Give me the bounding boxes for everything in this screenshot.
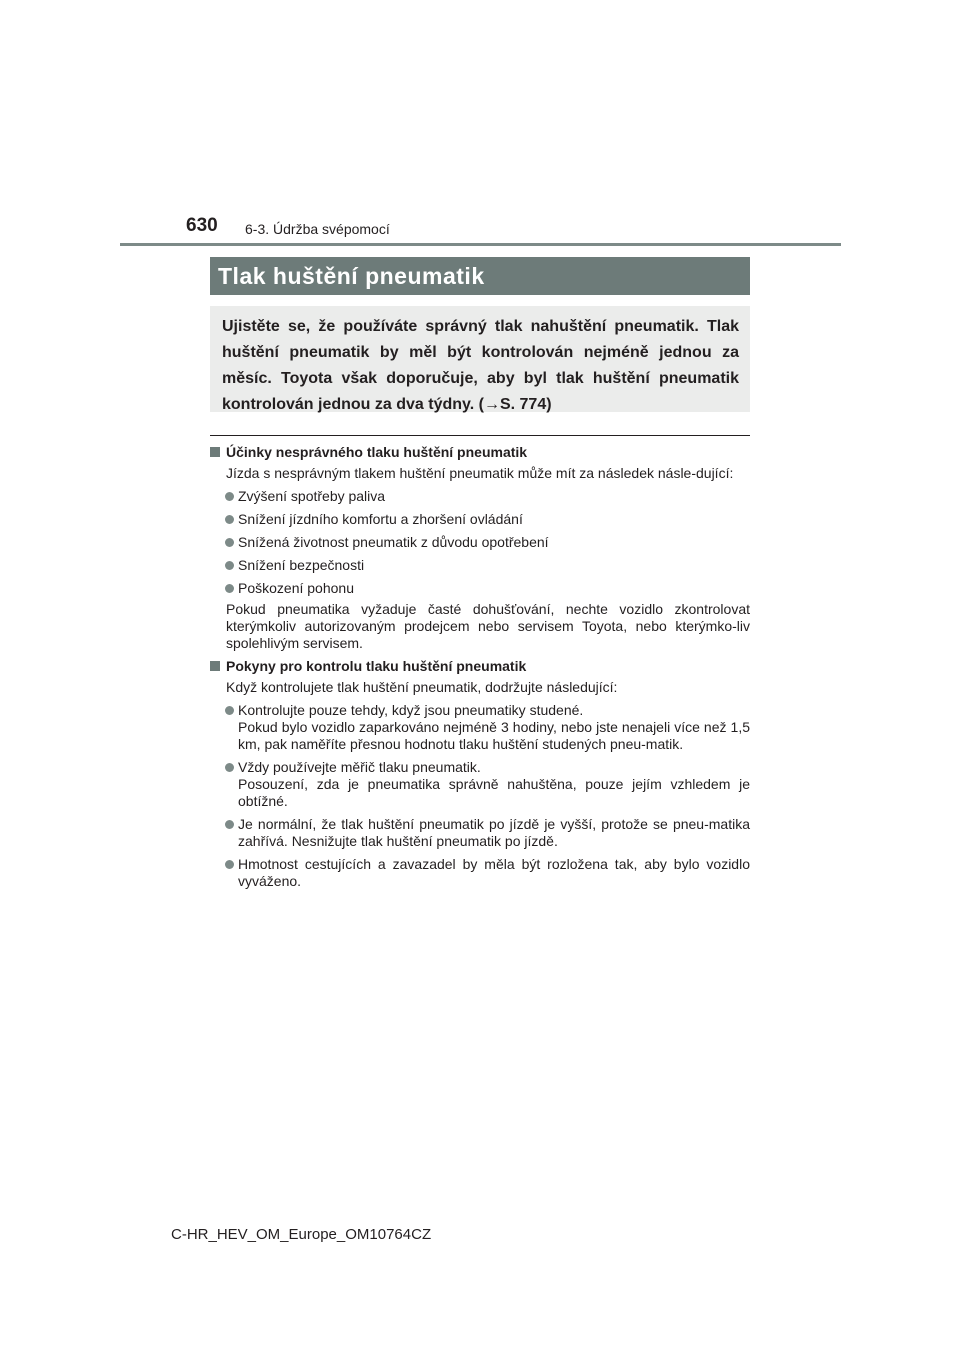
- round-bullet-icon: [225, 538, 234, 547]
- round-bullet-icon: [225, 706, 234, 715]
- list-item-detail: Posouzení, zda je pneumatika správně nahuštěna, pouze jejím vzhledem je obtížné.: [238, 776, 750, 809]
- round-bullet-icon: [225, 561, 234, 570]
- list-item: [210, 557, 750, 574]
- intro-box: [210, 306, 750, 412]
- section-heading-instructions: [210, 658, 750, 675]
- document-id-footer: C-HR_HEV_OM_Europe_OM10764CZ: [171, 1226, 432, 1243]
- list-item-text: Je normální, že tlak huštění pneumatik po jízdě je vyšší, protože se pneu-matika zahřívá. Nesnižujte tlak huštění pneumatik po jízdě.: [238, 816, 750, 849]
- list-item-text: Hmotnost cestujících a zavazadel by měla být rozložena tak, aby bylo vozidlo vyváženo.: [238, 856, 750, 889]
- section-divider: [210, 435, 750, 436]
- list-item-text: Snížená životnost pneumatik z důvodu opotřebení: [238, 534, 549, 550]
- list-item: [210, 702, 750, 753]
- round-bullet-icon: [225, 763, 234, 772]
- list-item: [210, 534, 750, 551]
- list-item-text: Snížení bezpečnosti: [238, 557, 365, 573]
- section-heading-text: Pokyny pro kontrolu tlaku huštění pneumatik: [226, 658, 527, 674]
- square-bullet-icon: [210, 661, 220, 671]
- list-item-text: Zvýšení spotřeby paliva: [238, 488, 386, 504]
- list-item-text: Kontrolujte pouze tehdy, když jsou pneumatiky studené.: [238, 702, 584, 718]
- list-item-text: Snížení jízdního komfortu a zhoršení ovládání: [238, 511, 523, 527]
- list-item: [210, 856, 750, 890]
- round-bullet-icon: [225, 515, 234, 524]
- list-item: [210, 816, 750, 850]
- section-title: Tlak huštění pneumatik: [210, 257, 750, 295]
- list-item: [210, 488, 750, 505]
- section-heading-text: Účinky nesprávného tlaku huštění pneumatik: [226, 444, 528, 460]
- paragraph: Jízda s nesprávným tlakem huštění pneumatik může mít za následek násle-dující:: [226, 465, 734, 481]
- round-bullet-icon: [225, 492, 234, 501]
- square-bullet-icon: [210, 447, 220, 457]
- list-item: [210, 580, 750, 597]
- content: [210, 444, 750, 890]
- round-bullet-icon: [225, 584, 234, 593]
- list-item-text: Poškození pohonu: [238, 580, 354, 596]
- intro-text: Ujistěte se, že používáte správný tlak nahuštění pneumatik. Tlak huštění pneumatik by měl být kontrolován nejméně jednou za měsíc. Toyota však doporučuje, aby byl tlak huštění pneumatik kontrolován jednou za dva týdny. (→S. 774): [222, 318, 739, 413]
- list-item: [210, 759, 750, 810]
- round-bullet-icon: [225, 820, 234, 829]
- paragraph: Když kontrolujete tlak huštění pneumatik, dodržujte následující:: [226, 679, 618, 695]
- round-bullet-icon: [225, 860, 234, 869]
- list-item: [210, 511, 750, 528]
- list-item-text: Vždy používejte měřič tlaku pneumatik.: [238, 759, 481, 775]
- header-divider: [120, 243, 841, 246]
- chapter-title: 6-3. Údržba svépomocí: [245, 221, 390, 237]
- page-number: 630: [186, 215, 218, 236]
- paragraph: Pokud pneumatika vyžaduje časté dohušťování, nechte vozidlo zkontrolovat kterýmkoliv autorizovaným prodejcem nebo servisem Toyota, nebo kterýmko-liv spolehlivým servisem.: [226, 601, 750, 651]
- list-item-detail: Pokud bylo vozidlo zaparkováno nejméně 3 hodiny, nebo jste nenajeli více než 1,5 km, pak naměříte přesnou hodnotu tlaku huštění studených pneu-matik.: [238, 719, 750, 752]
- section-heading-effects: [210, 444, 750, 461]
